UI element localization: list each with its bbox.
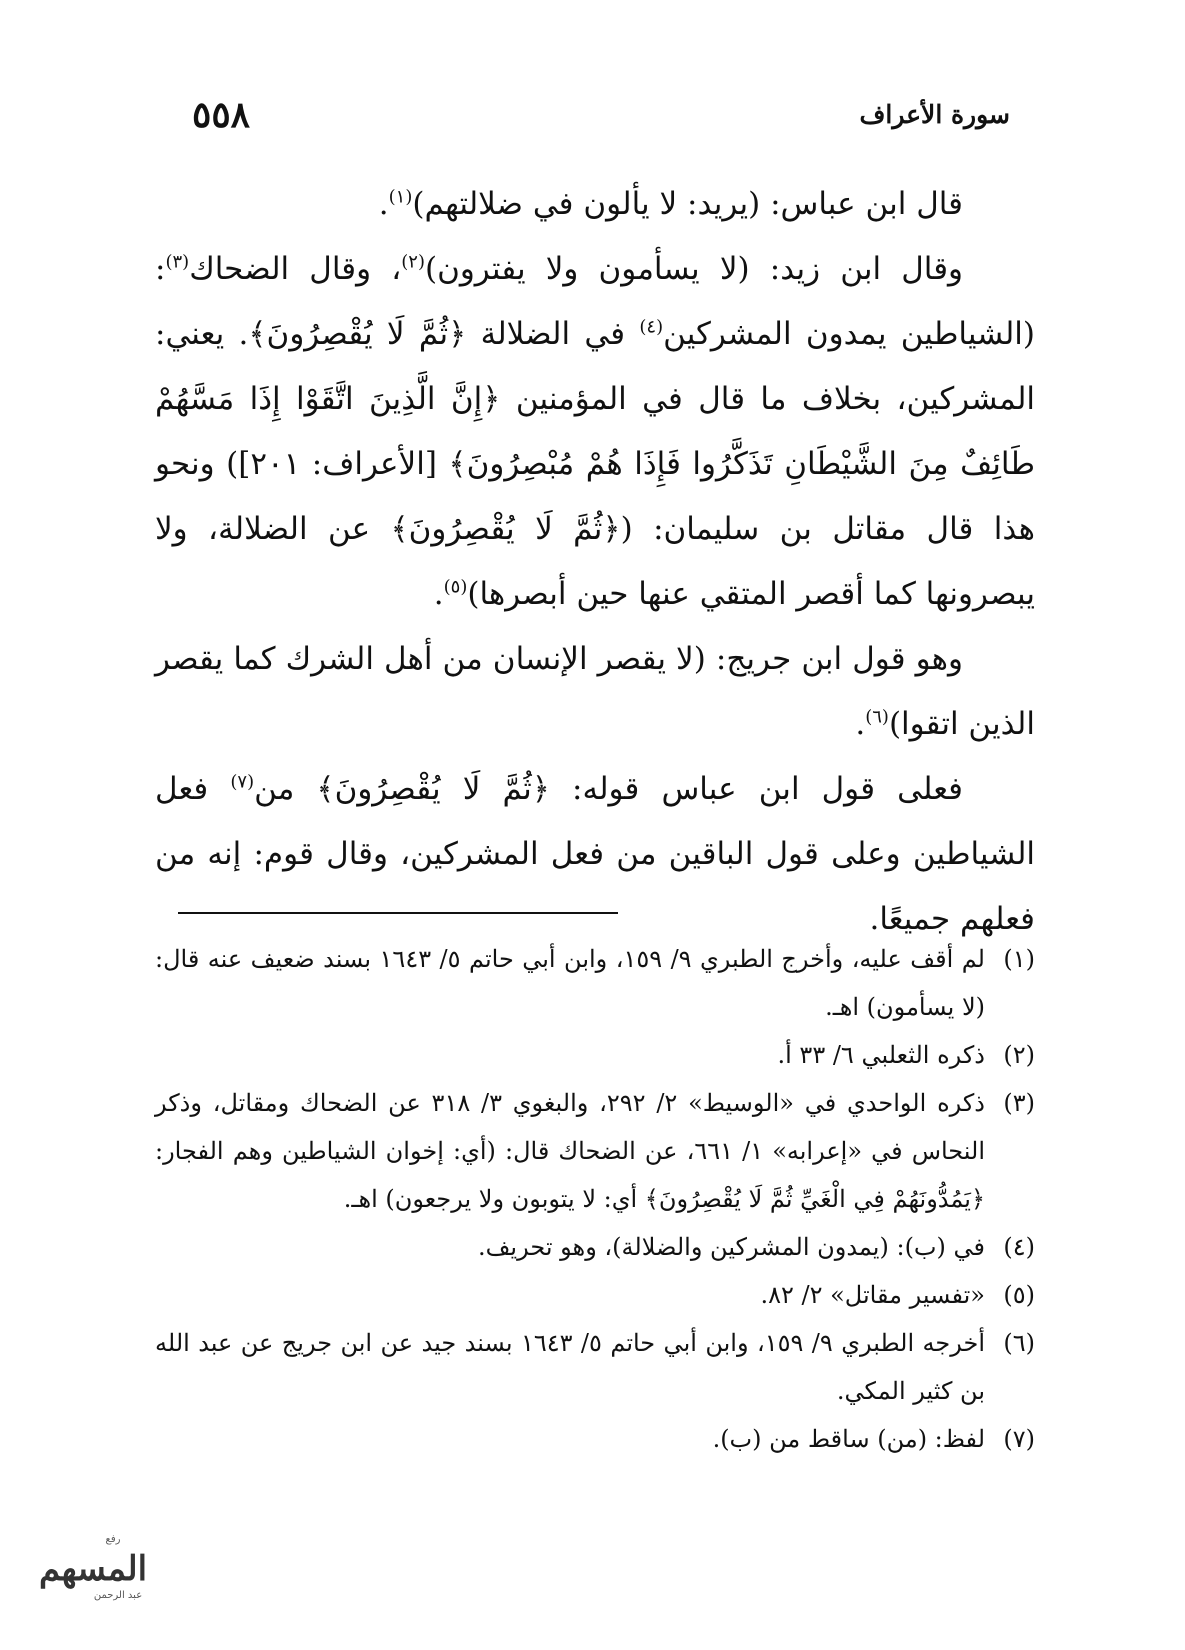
footnote-number: (١) — [1003, 945, 1035, 973]
footnote-ref-5: (٥) — [443, 576, 468, 598]
publisher-logo — [18, 1528, 168, 1608]
footnote-number: (٥) — [1003, 1281, 1035, 1309]
logo-sub-text: عبد الرحمن — [93, 1590, 143, 1601]
footnote-ref-6: (٦) — [865, 706, 889, 728]
paragraph-2: وقال ابن زيد: (لا يسأمون ولا يفترون)$^{(٢)}$، وقال الضحاك$^{(٣)}$: (الشياطين يمدون المشركين$^{(٤)}$ في الضلالة ﴿ثُمَّ لَا يُقْصِرُونَ﴾. يعني: المشركين، بخلاف ما قال في المؤمنين ﴿إِنَّ الَّذِينَ اتَّقَوْا إِذَا مَسَّهُمْ طَائِفٌ مِنَ الشَّيْطَانِ تَذَكَّرُوا فَإِذَا هُمْ مُبْصِرُونَ﴾ [الأعراف: ٢٠١]) ونحو هذا قال مقاتل بن سليمان: (﴿ثُمَّ لَا يُقْصِرُونَ﴾ عن الضلالة، ولا يبصرونها كما أقصر المتقي عنها حين أبصرها)$^{(٥)}$. — [155, 251, 1035, 612]
footnote-number: (٦) — [1003, 1329, 1035, 1357]
footnote-ref-3: (٣) — [165, 251, 190, 273]
page-header — [192, 88, 1010, 148]
paragraph-3: وهو قول ابن جريج: (لا يقصر الإنسان من أهل الشرك كما يقصر الذين اتقوا)$^{(٦)}$. — [155, 641, 1035, 742]
footnote: (٢) ذكره الثعلبي ٦/ ٣٣ أ. — [155, 1031, 1035, 1079]
footnote-number: (٧) — [1003, 1425, 1035, 1453]
paragraph-1: قال ابن عباس: (يريد: لا يألون في ضلالتهم)$^{(١)}$. — [378, 186, 963, 222]
main-text — [155, 172, 1035, 952]
footnote-ref-1: (١) — [388, 186, 413, 208]
footnote-number: (٣) — [1003, 1089, 1035, 1117]
paragraph-4: فعلى قول ابن عباس قوله: ﴿ثُمَّ لَا يُقْصِرُونَ﴾ من$^{(٧)}$ فعل الشياطين وعلى قول الباقين من فعل المشركين، وقال قوم: إنه من فعلهم جميعًا. — [155, 771, 1035, 937]
footnote: (٦) أخرجه الطبري ٩/ ١٥٩، وابن أبي حاتم ٥/ ١٦٤٣ بسند جيد عن ابن جريج عن عبد الله بن كثير المكي. — [155, 1319, 1035, 1415]
surah-title: سورة الأعراف — [859, 100, 1010, 129]
footnote-divider — [178, 912, 618, 914]
footnote: (٥) «تفسير مقاتل» ٢/ ٨٢. — [155, 1271, 1035, 1319]
footnote: (٧) لفظ: (من) ساقط من (ب). — [155, 1415, 1035, 1463]
footnote: (١) لم أقف عليه، وأخرج الطبري ٩/ ١٥٩، وابن أبي حاتم ٥/ ١٦٤٣ بسند ضعيف عنه قال: (لا يسأمون) اهـ. — [155, 935, 1035, 1031]
page-number: ٥٥٨ — [192, 94, 251, 136]
footnote-ref-2: (٢) — [401, 251, 425, 273]
footnote-number: (٤) — [1003, 1233, 1035, 1261]
logo-main-text: المسهم — [38, 1549, 148, 1589]
footnotes — [155, 935, 1035, 1463]
footnote-ref-4: (٤) — [639, 316, 664, 338]
footnote: (٣) ذكره الواحدي في «الوسيط» ٢/ ٢٩٢، والبغوي ٣/ ٣١٨ عن الضحاك ومقاتل، وذكر النحاس في «إعرابه» ١/ ٦٦١، عن الضحاك قال: (أي: إخوان الشياطين وهم الفجار: ﴿يَمُدُّونَهُمْ فِي الْغَيِّ ثُمَّ لَا يُقْصِرُونَ﴾ أي: لا يتوبون ولا يرجعون) اهـ. — [155, 1079, 1035, 1223]
logo-top-text: رفع — [105, 1534, 121, 1545]
footnote: (٤) في (ب): (يمدون المشركين والضلالة)، وهو تحريف. — [155, 1223, 1035, 1271]
footnote-ref-7: (٧) — [230, 771, 255, 793]
footnote-number: (٢) — [1003, 1041, 1035, 1069]
